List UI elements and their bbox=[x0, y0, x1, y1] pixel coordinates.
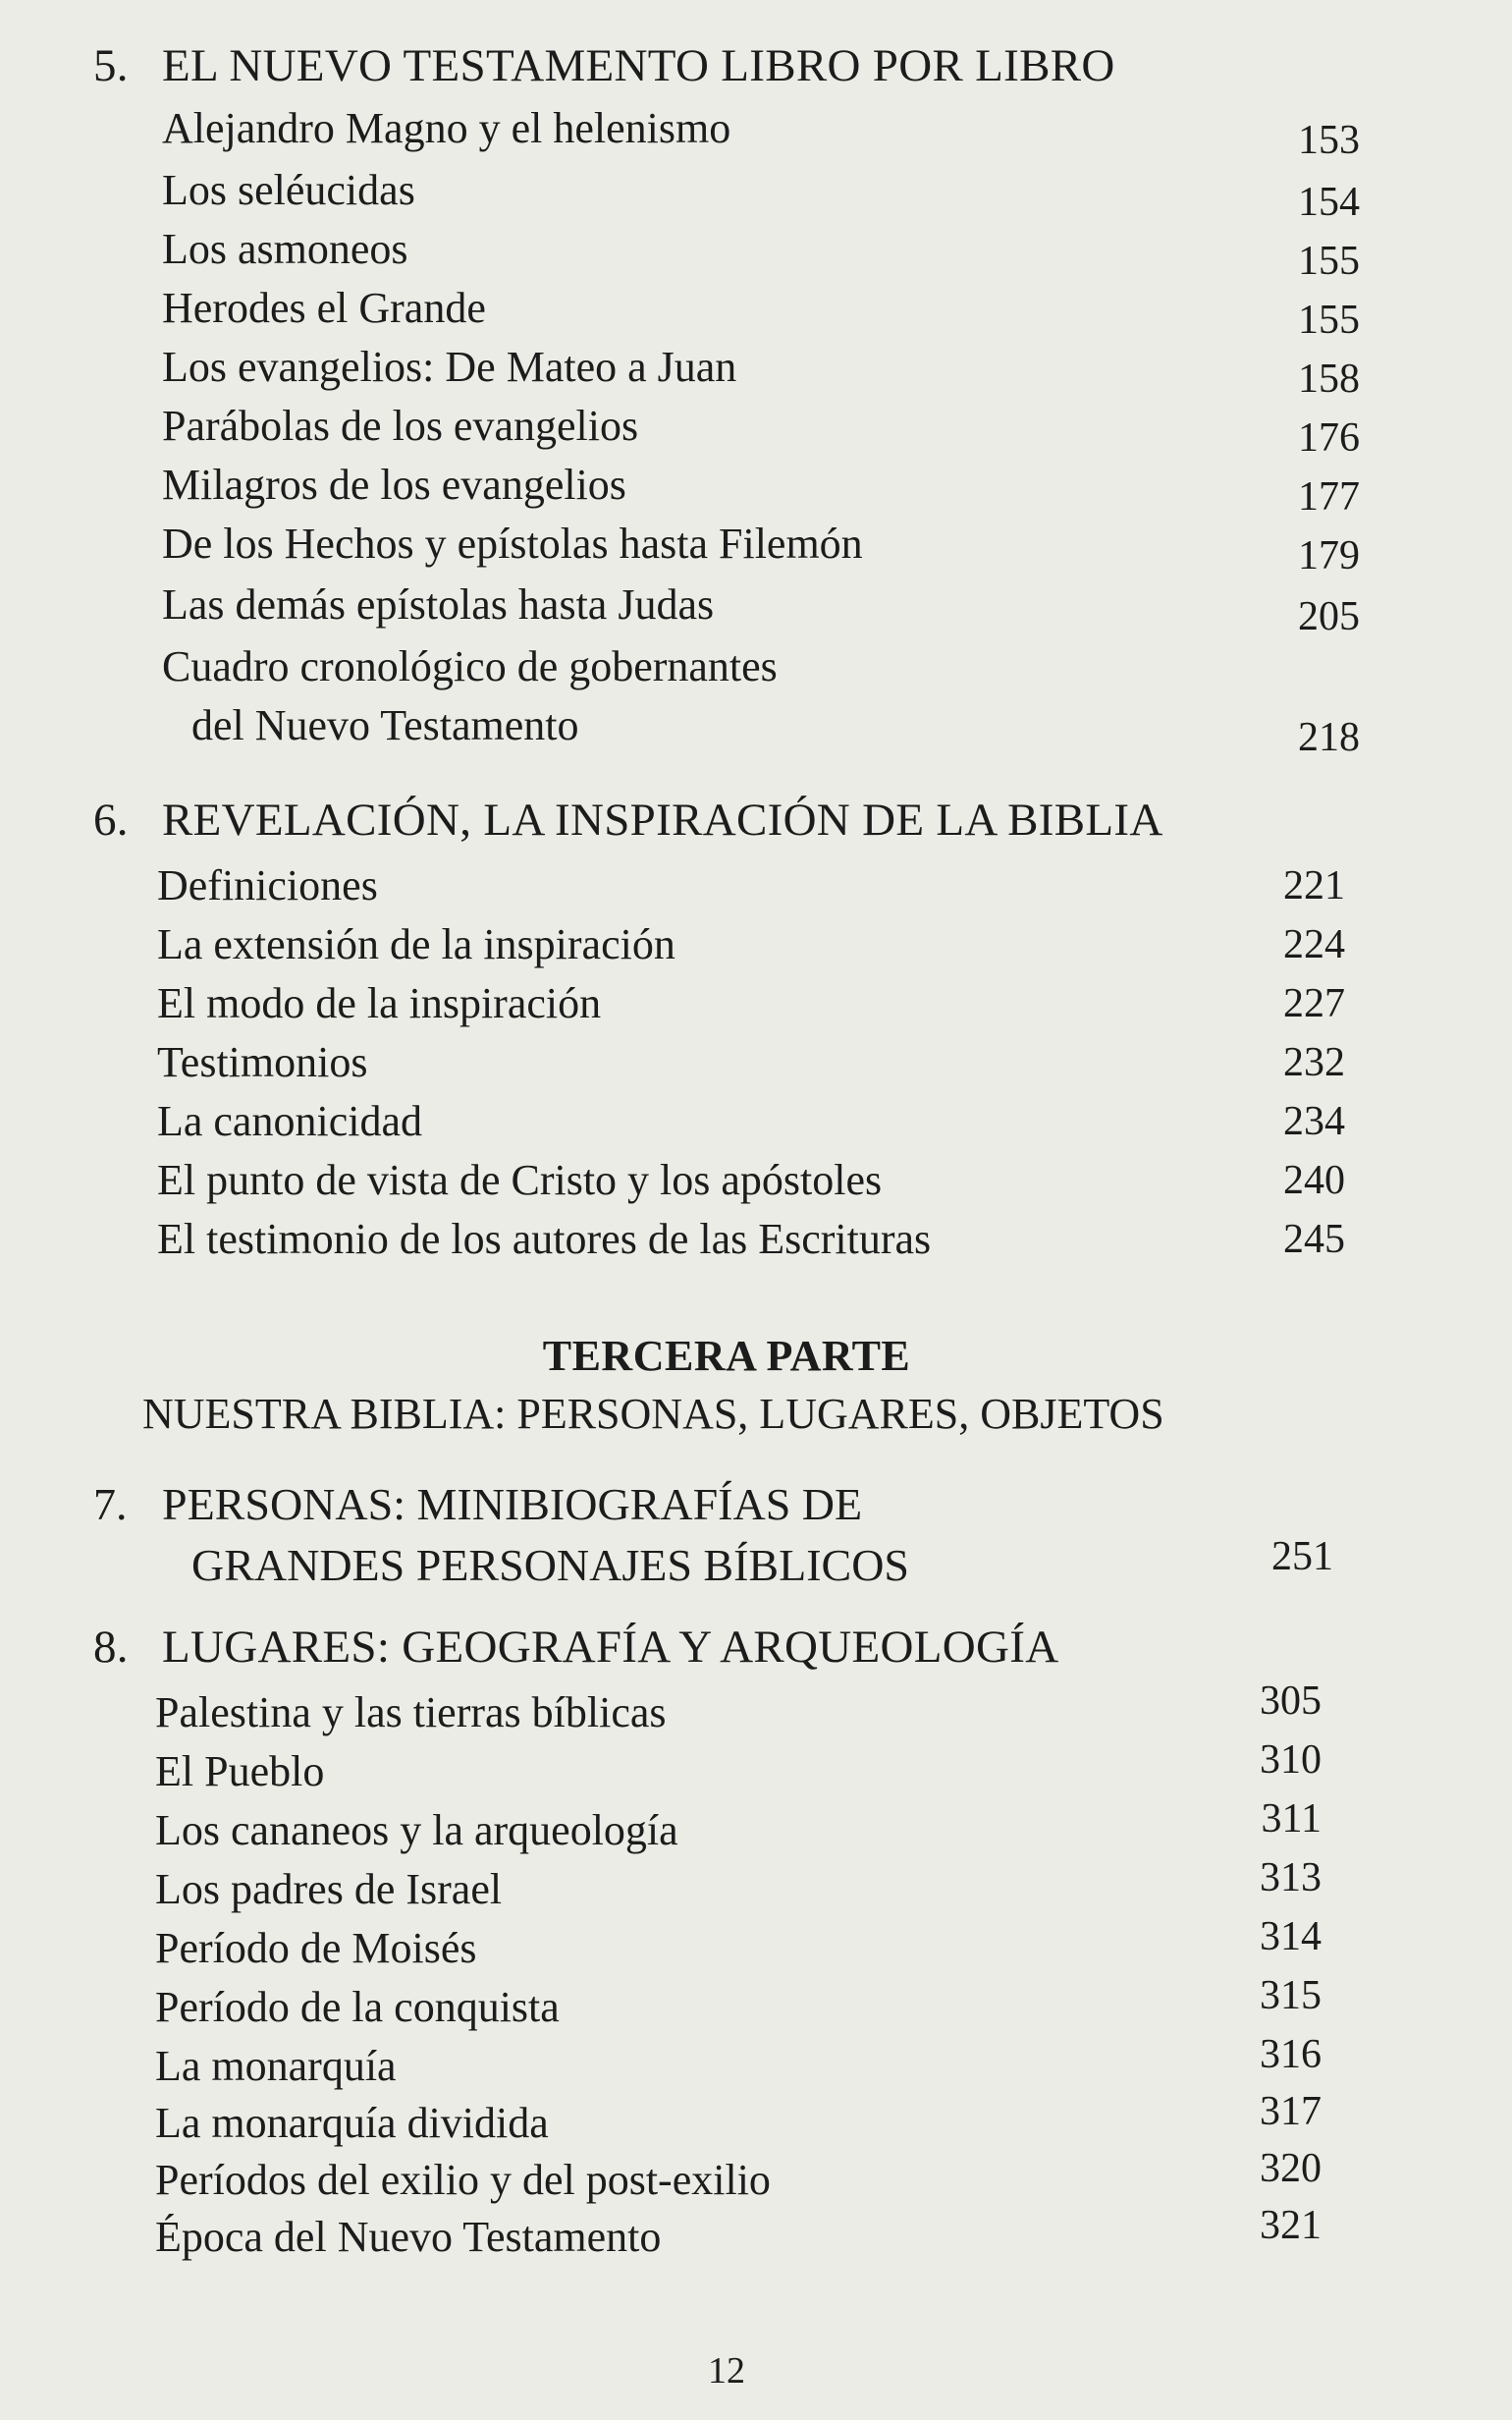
entry-label: El testimonio de los autores de las Escrituras bbox=[157, 1215, 932, 1263]
entry-label: Los seléucidas bbox=[162, 166, 415, 214]
entry-page: 232 bbox=[1283, 1040, 1345, 1085]
entry-label: Las demás epístolas hasta Judas bbox=[162, 580, 715, 629]
entry-label: Herodes el Grande bbox=[162, 284, 486, 332]
entry-label: Los asmoneos bbox=[162, 225, 408, 273]
entry-page: 158 bbox=[1298, 357, 1360, 402]
section-title: EL NUEVO TESTAMENTO LIBRO POR LIBRO bbox=[162, 40, 1115, 91]
section-title: REVELACIÓN, LA INSPIRACIÓN DE LA BIBLIA bbox=[162, 795, 1163, 846]
section-5-heading bbox=[93, 39, 1115, 92]
section-6-heading bbox=[93, 794, 1163, 847]
entry-label: La canonicidad bbox=[157, 1097, 422, 1145]
entry-label: Los cananeos y la arqueología bbox=[155, 1806, 678, 1854]
entry-label: Definiciones bbox=[157, 861, 378, 909]
entry-label: Alejandro Magno y el helenismo bbox=[162, 104, 731, 152]
entry-page: 240 bbox=[1283, 1158, 1345, 1203]
entry-page: 316 bbox=[1260, 2032, 1322, 2077]
section-number: 5. bbox=[93, 40, 129, 91]
entry-page: 155 bbox=[1298, 239, 1360, 284]
entry-label: El modo de la inspiración bbox=[157, 979, 602, 1027]
section-number: 6. bbox=[93, 795, 129, 846]
entry-page: 234 bbox=[1283, 1099, 1345, 1144]
entry-page: 224 bbox=[1283, 922, 1345, 967]
entry-label: La monarquía dividida bbox=[155, 2099, 549, 2147]
entry-label: Palestina y las tierras bíblicas bbox=[155, 1688, 667, 1736]
entry-page: 320 bbox=[1260, 2146, 1322, 2191]
entry-label: Testimonios bbox=[157, 1038, 368, 1086]
entry-page: 314 bbox=[1260, 1914, 1322, 1959]
entry-label: Cuadro cronológico de gobernantes bbox=[162, 642, 778, 690]
entry-page: 311 bbox=[1261, 1796, 1322, 1842]
entry-page: 251 bbox=[1271, 1534, 1333, 1579]
entry-page: 310 bbox=[1260, 1737, 1322, 1783]
section-8-heading bbox=[93, 1621, 1058, 1674]
entry-page: 315 bbox=[1260, 1973, 1322, 2018]
part-label: TERCERA PARTE bbox=[542, 1332, 911, 1380]
entry-page: 154 bbox=[1298, 180, 1360, 225]
entry-page: 227 bbox=[1283, 981, 1345, 1026]
entry-page: 179 bbox=[1298, 533, 1360, 578]
entry-label: Período de la conquista bbox=[155, 1983, 560, 2031]
section-title: LUGARES: GEOGRAFÍA Y ARQUEOLOGÍA bbox=[162, 1622, 1059, 1673]
entry-page: 177 bbox=[1298, 474, 1360, 520]
entry-label: Los padres de Israel bbox=[155, 1865, 503, 1913]
entry-page: 218 bbox=[1298, 715, 1360, 760]
entry-page: 313 bbox=[1260, 1855, 1322, 1900]
entry-label: De los Hechos y epístolas hasta Filemón bbox=[162, 520, 863, 568]
entry-page: 176 bbox=[1298, 415, 1360, 461]
entry-page: 245 bbox=[1283, 1217, 1345, 1262]
section-title-continued: GRANDES PERSONAJES BÍBLICOS bbox=[191, 1540, 910, 1590]
entry-label: Milagros de los evangelios bbox=[162, 461, 626, 509]
entry-label: Parábolas de los evangelios bbox=[162, 402, 639, 450]
entry-page: 155 bbox=[1298, 298, 1360, 343]
entry-label: Los evangelios: De Mateo a Juan bbox=[162, 343, 737, 391]
entry-label: Período de Moisés bbox=[155, 1924, 477, 1972]
entry-page: 305 bbox=[1260, 1678, 1322, 1724]
section-7-heading[interactable] bbox=[93, 1478, 1333, 1590]
section-number: 8. bbox=[93, 1622, 129, 1673]
entry-label: Períodos del exilio y del post-exilio bbox=[155, 2156, 771, 2204]
entry-label-continued: del Nuevo Testamento bbox=[191, 701, 579, 749]
entry-label: El Pueblo bbox=[155, 1747, 325, 1795]
entry-label: La monarquía bbox=[155, 2042, 397, 2090]
entry-page: 153 bbox=[1298, 118, 1360, 163]
page-number: 12 bbox=[708, 2350, 745, 2392]
entry-label: El punto de vista de Cristo y los apóstoles bbox=[157, 1156, 883, 1204]
entry-page: 221 bbox=[1283, 863, 1345, 908]
part-title: NUESTRA BIBLIA: PERSONAS, LUGARES, OBJETOS bbox=[142, 1390, 1164, 1438]
entry-page: 317 bbox=[1260, 2089, 1322, 2134]
entry-page: 321 bbox=[1260, 2203, 1322, 2248]
section-number: 7. bbox=[93, 1479, 128, 1529]
section-title: PERSONAS: MINIBIOGRAFÍAS DE bbox=[162, 1479, 863, 1529]
entry-label: Época del Nuevo Testamento bbox=[155, 2213, 662, 2261]
entry-label: La extensión de la inspiración bbox=[157, 920, 675, 968]
entry-page: 205 bbox=[1298, 594, 1360, 639]
